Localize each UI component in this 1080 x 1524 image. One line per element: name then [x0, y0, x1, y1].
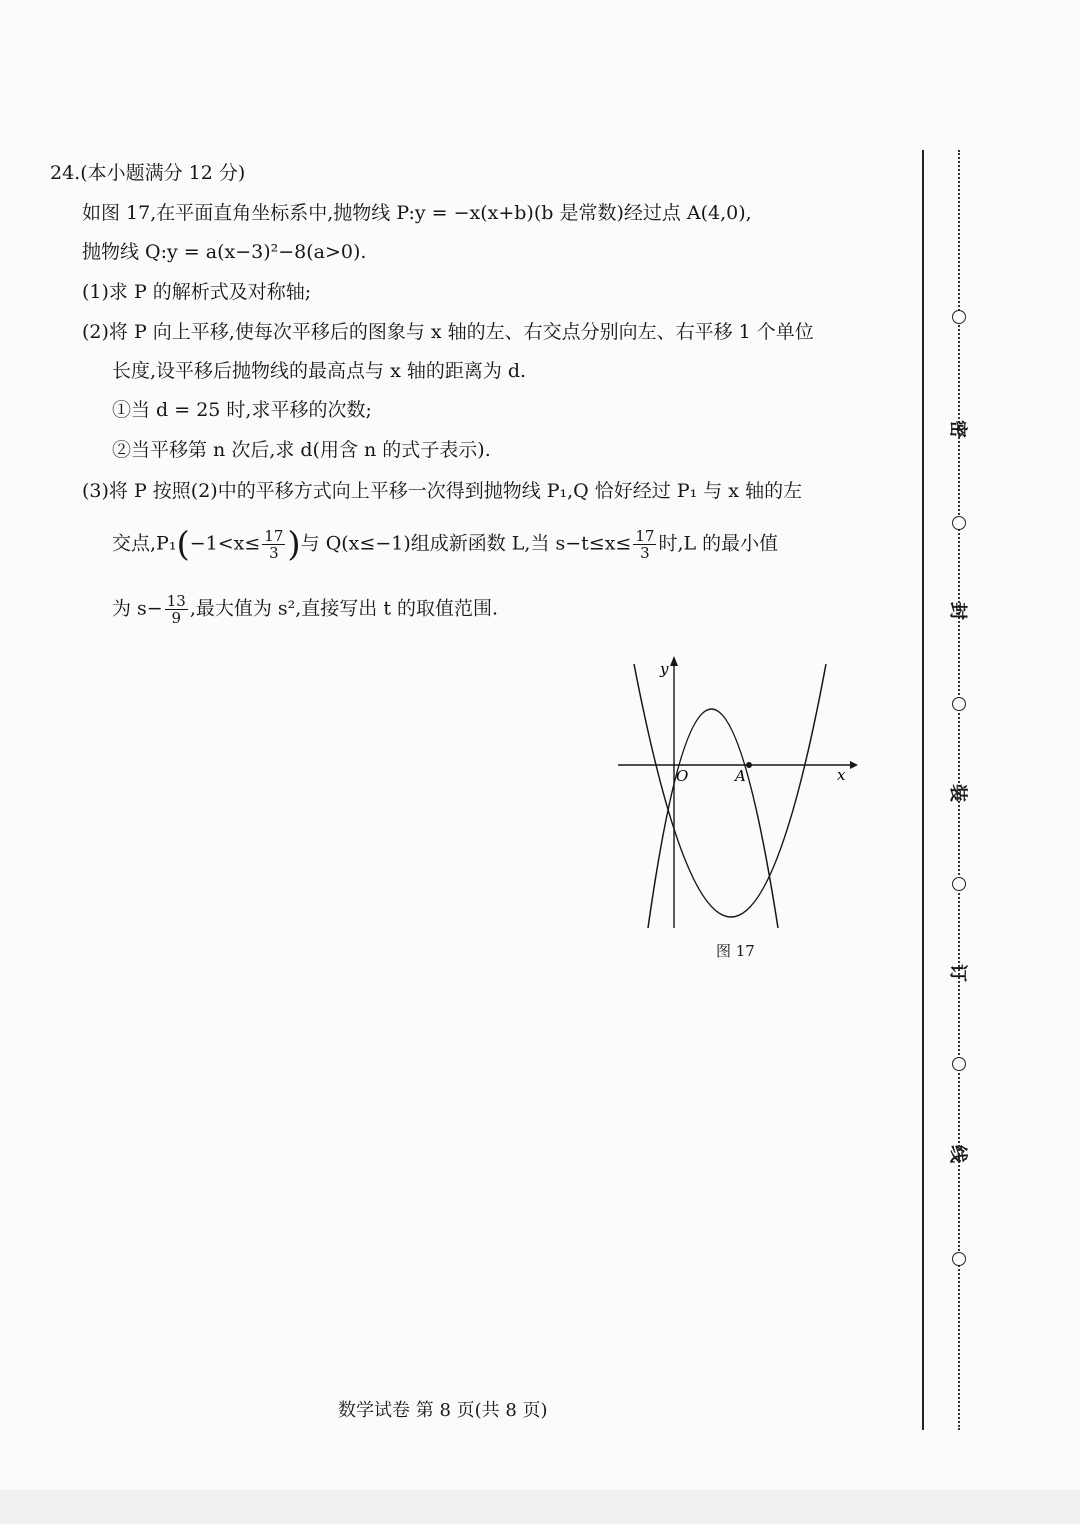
- binding-hole-circle: [952, 1057, 966, 1071]
- problem-intro-line2: 抛物线 Q:y = a(x−3)²−8(a>0).: [82, 241, 367, 263]
- label-origin: O: [676, 767, 689, 785]
- label-y: y: [660, 660, 669, 678]
- figure-17-graph: [610, 650, 860, 935]
- binding-char-ding: 订: [947, 964, 968, 982]
- problem-part3-line2: [112, 524, 779, 565]
- binding-char-feng: 封: [947, 602, 968, 620]
- problem-header: 24.(本小题满分 12 分): [50, 162, 246, 184]
- binding-char-zhuang: 装: [947, 784, 968, 802]
- problem-part3-line3: [112, 593, 498, 626]
- fraction-denominator: 9: [171, 609, 182, 627]
- fraction-denominator: 3: [269, 544, 279, 562]
- y-axis-arrow: [670, 656, 678, 666]
- fraction-13-9: [165, 593, 188, 626]
- part3-line2-d: 时,L 的最小值: [658, 532, 779, 555]
- binding-hole-circle: [952, 516, 966, 530]
- binding-hole-circle: [952, 310, 966, 324]
- binding-solid-line: [922, 150, 924, 1430]
- binding-char-xian: 线: [947, 1145, 968, 1163]
- problem-part2-line2: 长度,设平移后抛物线的最高点与 x 轴的距离为 d.: [112, 360, 527, 382]
- part3-line2-c: 与 Q(x≤−1)组成新函数 L,当 s−t≤x≤: [300, 532, 632, 555]
- fraction-numerator: 17: [635, 527, 655, 545]
- part3-line3-b: ,最大值为 s²,直接写出 t 的取值范围.: [189, 597, 499, 620]
- part3-line2-a: 交点,P₁: [112, 532, 177, 555]
- fraction-17-3-second: [633, 528, 656, 561]
- label-x: x: [837, 766, 846, 784]
- binding-hole-circle: [952, 1252, 966, 1266]
- part3-line3-a: 为 s−: [112, 597, 163, 620]
- page-footer: 数学试卷 第 8 页(共 8 页): [338, 1400, 548, 1421]
- open-paren: (: [176, 524, 190, 565]
- binding-char-mi: 密: [947, 420, 968, 438]
- label-point-a: A: [735, 767, 746, 785]
- problem-part2-sub2: ②当平移第 n 次后,求 d(用含 n 的式子表示).: [112, 439, 491, 461]
- scan-bottom-band: [0, 1490, 1080, 1524]
- x-axis-arrow: [850, 761, 858, 769]
- figure-caption: 图 17: [716, 942, 755, 960]
- parabola-q: [634, 664, 826, 917]
- close-paren: ): [287, 524, 301, 565]
- problem-part2-line1: (2)将 P 向上平移,使每次平移后的图象与 x 轴的左、右交点分别向左、右平移 1 个单位: [82, 321, 814, 343]
- problem-part2-sub1: ①当 d = 25 时,求平移的次数;: [112, 399, 372, 421]
- binding-hole-circle: [952, 697, 966, 711]
- fraction-numerator: 17: [264, 527, 284, 545]
- point-a: [746, 762, 752, 768]
- binding-hole-circle: [952, 877, 966, 891]
- fraction-17-3: [262, 528, 285, 561]
- fraction-numerator: 13: [166, 592, 186, 610]
- fraction-denominator: 3: [640, 544, 650, 562]
- problem-part1: (1)求 P 的解析式及对称轴;: [82, 281, 312, 303]
- problem-part3-line1: (3)将 P 按照(2)中的平移方式向上平移一次得到抛物线 P₁,Q 恰好经过 P₁ 与 x 轴的左: [82, 480, 803, 502]
- problem-intro-line1: 如图 17,在平面直角坐标系中,抛物线 P:y = −x(x+b)(b 是常数)经过点 A(4,0),: [82, 202, 752, 224]
- part3-line2-b: −1<x≤: [189, 532, 261, 555]
